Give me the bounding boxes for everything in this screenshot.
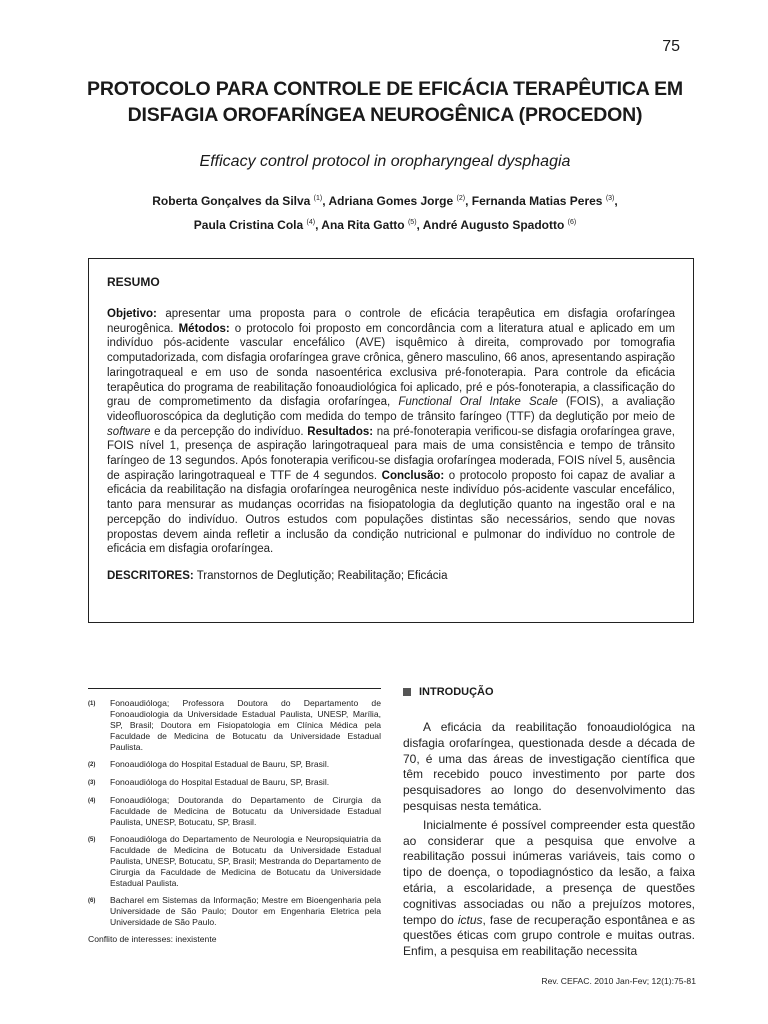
author-name: Fernanda Matias Peres bbox=[471, 194, 606, 208]
text-run: (FOIS), a avaliação videofluoroscópica da deglutição com medida do tempo de trânsito faríngeo (TTF) da deglutição por meio de bbox=[107, 396, 675, 423]
introduction-heading-text: INTRODUÇÃO bbox=[419, 686, 494, 698]
text-run: Inicialmente é possível compreender esta questão ao considerar que a pesquisa que envolve a reabilitação possui inúmeras variáveis, tais como o tipo de doença, o topodiagnóstico da lesão, a faixa etária, a escolaridade, a presença de questões cognitivas associadas ou não a prejuízos motores, tempo do bbox=[403, 817, 695, 927]
text-run: , fase de recuperação espontânea e as questões éticas com grupo controle e muitas outras. Enfim, a pesquisa em reabilitação necessita bbox=[403, 912, 695, 959]
footnote-text: Fonoaudióloga do Hospital Estadual de Bauru, SP, Brasil. bbox=[110, 777, 330, 787]
author-separator: , bbox=[416, 218, 423, 232]
author-separator: , bbox=[614, 194, 618, 208]
footnote-list bbox=[88, 698, 381, 928]
author-name: Paula Cristina Cola bbox=[193, 218, 307, 232]
author-affiliation-mark: (4) bbox=[306, 219, 316, 226]
footnote bbox=[88, 834, 381, 889]
footnote-text: Bacharel em Sistemas da Informação; Mestre em Bioengenharia pela Universidade de São Paulo; Doutor em Engenharia Eletrica pela Universidade de São Paulo. bbox=[110, 895, 381, 927]
abstract-box bbox=[88, 258, 694, 623]
author-affiliation-mark: (1) bbox=[313, 195, 323, 202]
introduction-paragraph bbox=[403, 720, 695, 815]
author-affiliation-mark: (6) bbox=[567, 219, 577, 226]
author-name: Roberta Gonçalves da Silva bbox=[152, 194, 314, 208]
text-run: o protocolo proposto foi capaz de avaliar a eficácia da reabilitação na disfagia orofaríngea neurogênica neste indivíduo pós-acidente vascular encefálico, tanto para mensurar as mudanças ocorridas na fisiopatologia da deglutição quanto na ingestão oral e na percepção do indivíduo. Outros estudos com populações distintas são necessários, sendo que novas propostas devem ainda refletir a inclusão da condição nutricional e pulmonar do indivíduo no controle de eficácia em disfagia orofaríngea. bbox=[107, 469, 675, 556]
footnotes bbox=[88, 698, 381, 944]
article-title: PROTOCOLO PARA CONTROLE DE EFICÁCIA TERAPÊUTICA EM DISFAGIA OROFARÍNGEA NEUROGÊNICA (PROCEDON) bbox=[87, 78, 683, 126]
section-bullet-icon bbox=[403, 688, 411, 696]
descriptors-label: DESCRITORES: bbox=[107, 569, 194, 582]
footnote-text: Fonoaudióloga; Doutoranda do Departamento de Cirurgia da Faculdade de Medicina de Botucatu da Universidade Estadual Paulista, UNESP, Botucatu, SP, Brasil. bbox=[110, 795, 381, 827]
footnote-text: Fonoaudióloga do Departamento de Neurologia e Neuropsiquiatria da Faculdade de Medicina de Botucatu da Universidade Estadual Paulista, UNESP, Botucatu, SP, Brasil; Mestranda do Departamento de Cirurgia da Faculdade de Medicina de Botucatu da Universidade Estadual Paulista. bbox=[110, 834, 381, 888]
italic-term: Functional Oral Intake Scale bbox=[398, 396, 558, 409]
footnote-mark: (3) bbox=[88, 780, 96, 786]
footnote-divider bbox=[88, 688, 381, 689]
footnote bbox=[88, 759, 381, 771]
author-affiliation-mark: (2) bbox=[456, 195, 466, 202]
descriptors bbox=[107, 570, 675, 582]
footnote-mark: (2) bbox=[88, 762, 96, 768]
author-name: André Augusto Spadotto bbox=[422, 218, 568, 232]
author-name: Ana Rita Gatto bbox=[321, 218, 408, 232]
text-run: apresentar uma proposta para o controle de eficácia terapêutica em disfagia orofaríngea neurogênica. bbox=[107, 308, 675, 335]
author-name: Adriana Gomes Jorge bbox=[328, 194, 457, 208]
author-separator: , bbox=[465, 194, 472, 208]
introduction-heading bbox=[403, 686, 494, 698]
footnote-text: Fonoaudióloga; Professora Doutora do Departamento de Fonoaudiologia da Universidade Estadual Paulista, UNESP, Marília, SP, Brasil; Doutora em Fisiopatologia em Clínica Médica pela Faculdade de Medicina de Botucatu da Universidade Estadual Paulista. bbox=[110, 698, 381, 752]
conflict-statement: Conflito de interesses: inexistente bbox=[88, 934, 217, 944]
page-number: 75 bbox=[662, 38, 680, 55]
abstract-section-label: Métodos: bbox=[178, 322, 230, 335]
italic-term: ictus bbox=[457, 912, 483, 927]
footnote bbox=[88, 777, 381, 789]
abstract-body bbox=[107, 307, 675, 557]
author-separator: , bbox=[315, 218, 322, 232]
footnote-mark: (4) bbox=[88, 798, 96, 804]
text-run: e da percepção do indivíduo. bbox=[150, 425, 308, 438]
footnote-mark: (1) bbox=[88, 701, 96, 707]
author-separator: , bbox=[322, 194, 329, 208]
footnote-text: Fonoaudióloga do Hospital Estadual de Bauru, SP, Brasil. bbox=[110, 759, 330, 769]
author-affiliation-mark: (3) bbox=[605, 195, 615, 202]
footnote bbox=[88, 795, 381, 828]
footnote bbox=[88, 698, 381, 753]
author-list bbox=[60, 188, 710, 236]
author-line-2 bbox=[60, 212, 710, 236]
introduction-body bbox=[403, 720, 695, 963]
article-subtitle: Efficacy control protocol in oropharyngeal dysphagia bbox=[199, 153, 571, 170]
text-run: A eficácia da reabilitação fonoaudiológica na disfagia orofaríngea, questionada desde a década de 70, é uma das áreas de investigação científica que têm recebido pouco investimento por parte dos pesquisadores ao longo do desenvolvimento das pesquisas nesta temática. bbox=[403, 720, 695, 813]
footnote-mark: (6) bbox=[88, 898, 96, 904]
italic-term: software bbox=[107, 425, 151, 438]
author-line-1 bbox=[60, 188, 710, 212]
footnote bbox=[88, 895, 381, 928]
footnote-mark: (5) bbox=[88, 837, 96, 843]
author-affiliation-mark: (5) bbox=[407, 219, 417, 226]
text-run: na pré-fonoterapia verificou-se disfagia orofaríngea grave, FOIS nível 1, presença de aspiração laringotraqueal para mais de uma consistência e tempo de trânsito faríngeo de 13 segundos. Após fonoterapia verificou-se disfagia orofaríngea moderada, FOIS nível 5, ausência de aspiração laringotraqueal e TTF de 4 segundos. bbox=[107, 425, 675, 482]
journal-citation: Rev. CEFAC. 2010 Jan-Fev; 12(1):75-81 bbox=[541, 976, 696, 986]
descriptors-text: Transtornos de Deglutição; Reabilitação; Eficácia bbox=[196, 569, 448, 582]
abstract-section-label: Objetivo: bbox=[107, 308, 157, 320]
abstract-section-label: Resultados: bbox=[307, 425, 374, 438]
text-run: o protocolo foi proposto em concordância com a literatura atual e aplicado em um indivíduo pós-acidente vascular encefálico (AVE) isquêmico à direita, comprovado por tomografia computadorizada, com disfagia orofaríngea grave crônica, gênero masculino, 66 anos, apresentando aspiração laringotraqueal e em uso de sonda nasoentérica exclusiva pré-fonoterapia. Para controle da eficácia terapêutica do programa de reabilitação fonoaudiológica foi aplicado, pré e pós-fonoterapia, a classificação do grau de comprometimento da disfagia orofaríngea, bbox=[107, 322, 675, 409]
abstract-section-label: Conclusão: bbox=[381, 469, 445, 482]
introduction-paragraph bbox=[403, 818, 695, 960]
abstract-heading: RESUMO bbox=[107, 275, 160, 289]
